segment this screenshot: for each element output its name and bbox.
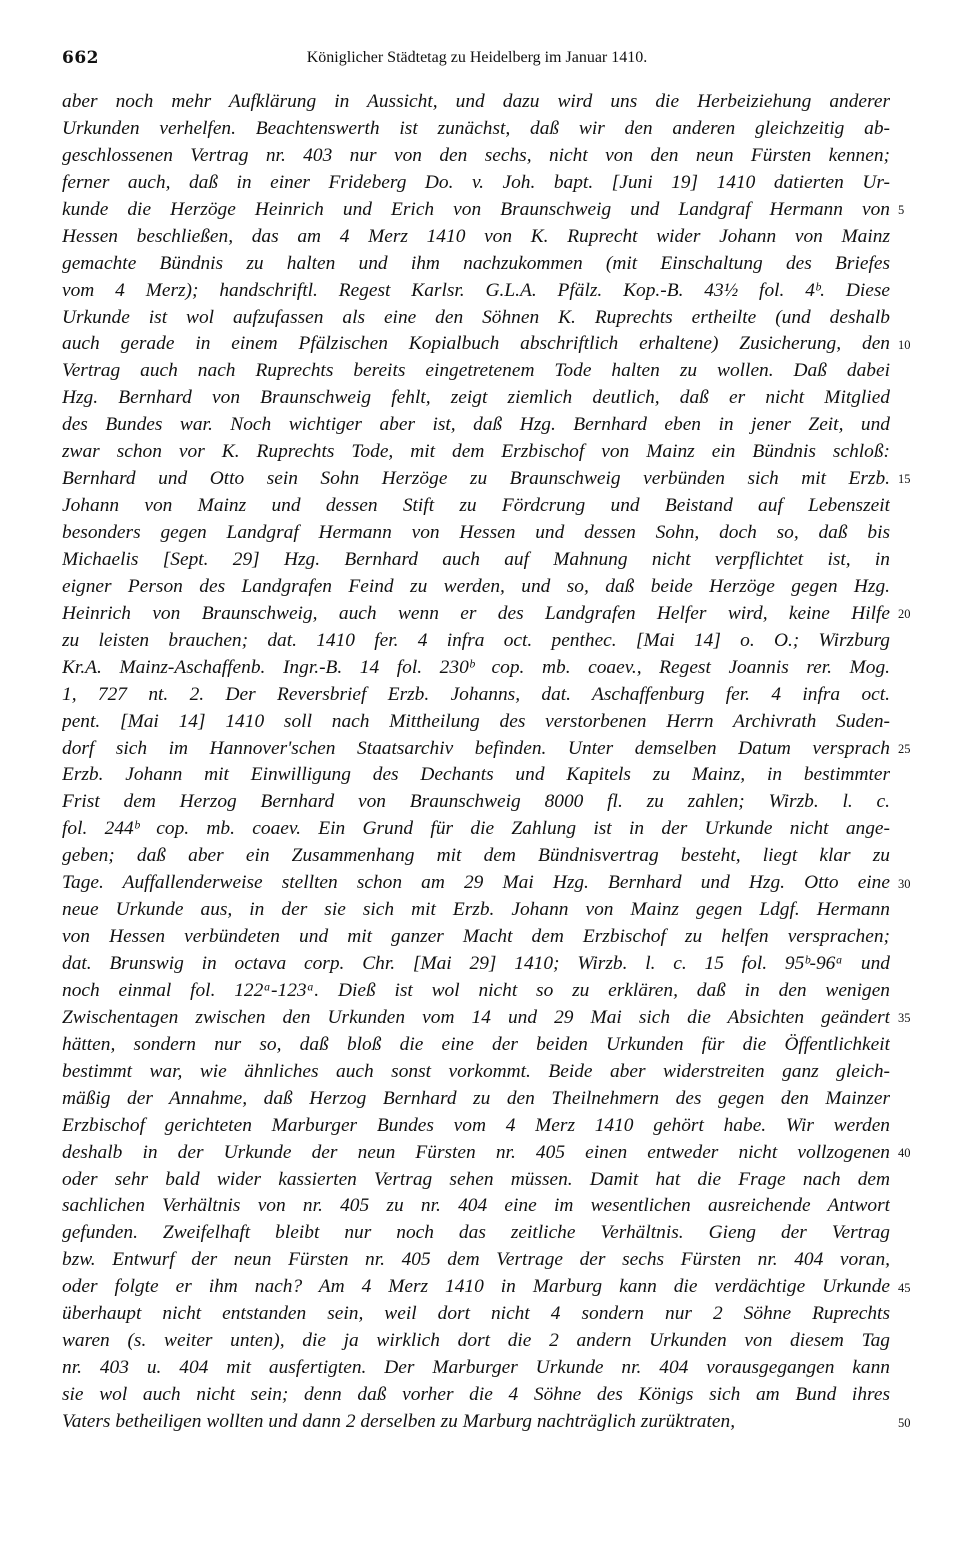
text-line: Michaelis [Sept. 29] Hzg. Bernhard auch auf Mahnung nicht verpflichtet ist, in — [62, 548, 890, 570]
text-line: Erzbischof gerichteten Marburger Bundes vom 4 Merz 1410 gehört habe. Wir werden — [62, 1114, 890, 1136]
text-line: kunde die Herzöge Heinrich und Erich von Braunschweig und Landgraf Hermann von — [62, 198, 890, 220]
text-line: geben; daß aber ein Zusammenhang mit dem Bündnisvertrag besteht, liegt klar zu — [62, 845, 890, 867]
text-line: besonders gegen Landgraf Hermann von Hessen und dessen Sohn, doch so, daß bis — [62, 522, 890, 543]
text-line: auch gerade in einem Pfälzischen Kopialbuch abschriftlich erhaltene) Zusicherung, den — [62, 333, 890, 355]
text-line: nr. 403 u. 404 mit ausfertigten. Der Marburger Urkunde nr. 404 vorausgegangen kann — [62, 1357, 890, 1379]
text-line: Urkunden verhelfen. Beachtenswerth ist zunächst, daß wir den anderen gleichzeitig ab- — [62, 117, 890, 139]
text-line: bestimmt war, wie ähnliches auch sonst vorkommt. Beide aber widerstreiten ganz gleich- — [62, 1060, 890, 1082]
text-line: Frist dem Herzog Bernhard von Braunschweig 8000 fl. zu zahlen; Wirzb. l. c. — [62, 791, 890, 813]
text-line: Hessen beschließen, das am 4 Merz 1410 von K. Ruprecht wider Johann von Mainz — [62, 225, 890, 247]
text-line: Johann von Mainz und dessen Stift zu Fördcrung und Beistand auf Lebenszeit — [62, 495, 890, 517]
text-line: vom 4 Merz); handschriftl. Regest Karlsr. G.L.A. Pfälz. Kop.-B. 43½ fol. 4ᵇ. Diese — [62, 279, 890, 301]
text-line: deshalb in der Urkunde der neun Fürsten nr. 405 einen entweder nicht vollzogenen — [62, 1141, 890, 1163]
line-number: 45 — [898, 1280, 911, 1295]
text-line: Tage. Auffallenderweise stellten schon am 29 Mai Hzg. Bernhard und Hzg. Otto eine — [62, 872, 890, 894]
text-line: dat. Brunswig in octava corp. Chr. [Mai 29] 1410; Wirzb. l. c. 15 fol. 95ᵇ-96ᵃ und — [62, 953, 890, 974]
line-number: 20 — [898, 607, 911, 622]
line-number: 40 — [898, 1146, 911, 1161]
text-line: Heinrich von Braunschweig, auch wenn er des Landgrafen Helfer wird, keine Hilfe — [62, 602, 890, 624]
line-number: 25 — [898, 741, 911, 756]
text-line: mäßig der Annahme, daß Herzog Bernhard zu den Theilnehmern des gegen den Mainzer — [62, 1087, 890, 1109]
page-number: 662 — [62, 48, 99, 68]
text-line: hätten, sondern nur so, daß bloß die eine der beiden Urkunden für die Öffentlichkeit — [62, 1033, 890, 1055]
text-line: 1, 727 nt. 2. Der Reversbrief Erzb. Johanns, dat. Aschaffenburg fer. 4 infra oct. — [62, 683, 890, 705]
text-line: oder folgte er ihm nach? Am 4 Merz 1410 in Marburg kann die verdächtige Urkunde — [62, 1276, 890, 1298]
text-line: des Bundes war. Noch wichtiger aber ist, daß Hzg. Bernhard eben in jener Zeit, und — [62, 414, 890, 436]
text-line: noch einmal fol. 122ᵃ-123ᵃ. Dieß ist wol nicht so zu erklären, daß in den wenigen — [62, 979, 890, 1001]
text-line: dorf sich im Hannover'schen Staatsarchiv befinden. Unter demselben Datum versprach — [62, 737, 890, 759]
text-line: waren (s. weiter unten), die ja wirklich dort die 2 andern Urkunden von diesem Tag — [62, 1330, 890, 1352]
text-line: sachlichen Verhältnis von nr. 405 zu nr. 404 eine im wesentlichen ausreichende Antwort — [62, 1195, 890, 1217]
text-line: zwar schon vor K. Ruprechts Tode, mit dem Erzbischof von Mainz ein Bündnis schloß: — [62, 441, 890, 463]
text-line: überhaupt nicht entstanden sein, weil dort nicht 4 sondern nur 2 Söhne Ruprechts — [62, 1303, 890, 1325]
line-number: 35 — [898, 1011, 911, 1026]
text-line: gefunden. Zweifelhaft bleibt nur noch das zeitliche Verhältnis. Gieng der Vertrag — [62, 1222, 890, 1244]
text-line: Hzg. Bernhard von Braunschweig fehlt, zeigt ziemlich deutlich, daß er nicht Mitglied — [62, 387, 890, 409]
text-line: bzw. Entwurf der neun Fürsten nr. 405 dem Vertrage der sechs Fürsten nr. 404 voran, — [62, 1249, 890, 1271]
text-line: Vaters betheiligen wollten und dann 2 derselben zu Marburg nachträglich zurüktraten, — [62, 1410, 736, 1432]
text-line: fol. 244ᵇ cop. mb. coaev. Ein Grund für die Zahlung ist in der Urkunde nicht ange- — [62, 818, 890, 840]
text-line: Vertrag auch nach Ruprechts bereits eingetretenem Tode halten zu wollen. Daß dabei — [62, 360, 890, 382]
text-line: sie wol auch nicht sein; denn daß vorher die 4 Söhne des Königs sich am Bund ihres — [62, 1384, 890, 1405]
body-text — [62, 89, 890, 1436]
text-line: Urkunde ist wol aufzufassen als eine den Söhnen K. Ruprechts ertheilte (und deshalb — [62, 306, 890, 328]
text-line: geschlossenen Vertrag nr. 403 nur von den sechs, nicht von den neun Fürsten kennen; — [62, 144, 890, 166]
text-line: zu leisten brauchen; dat. 1410 fer. 4 infra oct. penthec. [Mai 14] o. O.; Wirzburg — [62, 629, 890, 651]
text-line: Bernhard und Otto sein Sohn Herzöge zu Braunschweig verbünden sich mit Erzb. — [62, 468, 890, 490]
line-number: 5 — [898, 202, 905, 217]
text-line: Erzb. Johann mit Einwilligung des Dechants und Kapitels zu Mainz, in bestimmter — [62, 764, 890, 786]
text-line: Zwischentagen zwischen den Urkunden vom 14 und 29 Mai sich die Absichten geändert — [62, 1006, 890, 1028]
text-line: neue Urkunde aus, in der sie sich mit Erzb. Johann von Mainz gegen Ldgf. Hermann — [62, 899, 890, 921]
text-line: Kr.A. Mainz-Aschaffenb. Ingr.-B. 14 fol. 230ᵇ cop. mb. coaev., Regest Joannis rer. Mog. — [62, 656, 890, 678]
text-line: eigner Person des Landgrafen Feind zu werden, und so, daß beide Herzöge gegen Hzg. — [62, 575, 890, 597]
page-header — [62, 48, 892, 74]
text-line: ferner auch, daß in einer Frideberg Do. v. Joh. bapt. [Juni 19] 1410 datierten Ur- — [62, 171, 890, 193]
text-line: oder sehr bald wider kassierten Vertrag sehen müssen. Damit hat die Frage nach dem — [62, 1168, 890, 1190]
text-line: aber noch mehr Aufklärung in Aussicht, und dazu wird uns die Herbeiziehung anderer — [62, 91, 890, 112]
line-number: 10 — [898, 337, 911, 352]
text-line: pent. [Mai 14] 1410 soll nach Mittheilung des verstorbenen Herrn Archivrath Suden- — [62, 710, 890, 732]
line-number: 15 — [898, 472, 911, 487]
running-title: Königlicher Städtetag zu Heidelberg im Januar 1410. — [306, 49, 648, 66]
line-number: 50 — [898, 1415, 911, 1430]
text-line: gemachte Bündnis zu halten und ihm nachzukommen (mit Einschaltung des Briefes — [62, 252, 890, 274]
line-number: 30 — [898, 876, 911, 891]
text-line: von Hessen verbündeten und mit ganzer Macht dem Erzbischof zu helfen versprachen; — [62, 926, 890, 948]
